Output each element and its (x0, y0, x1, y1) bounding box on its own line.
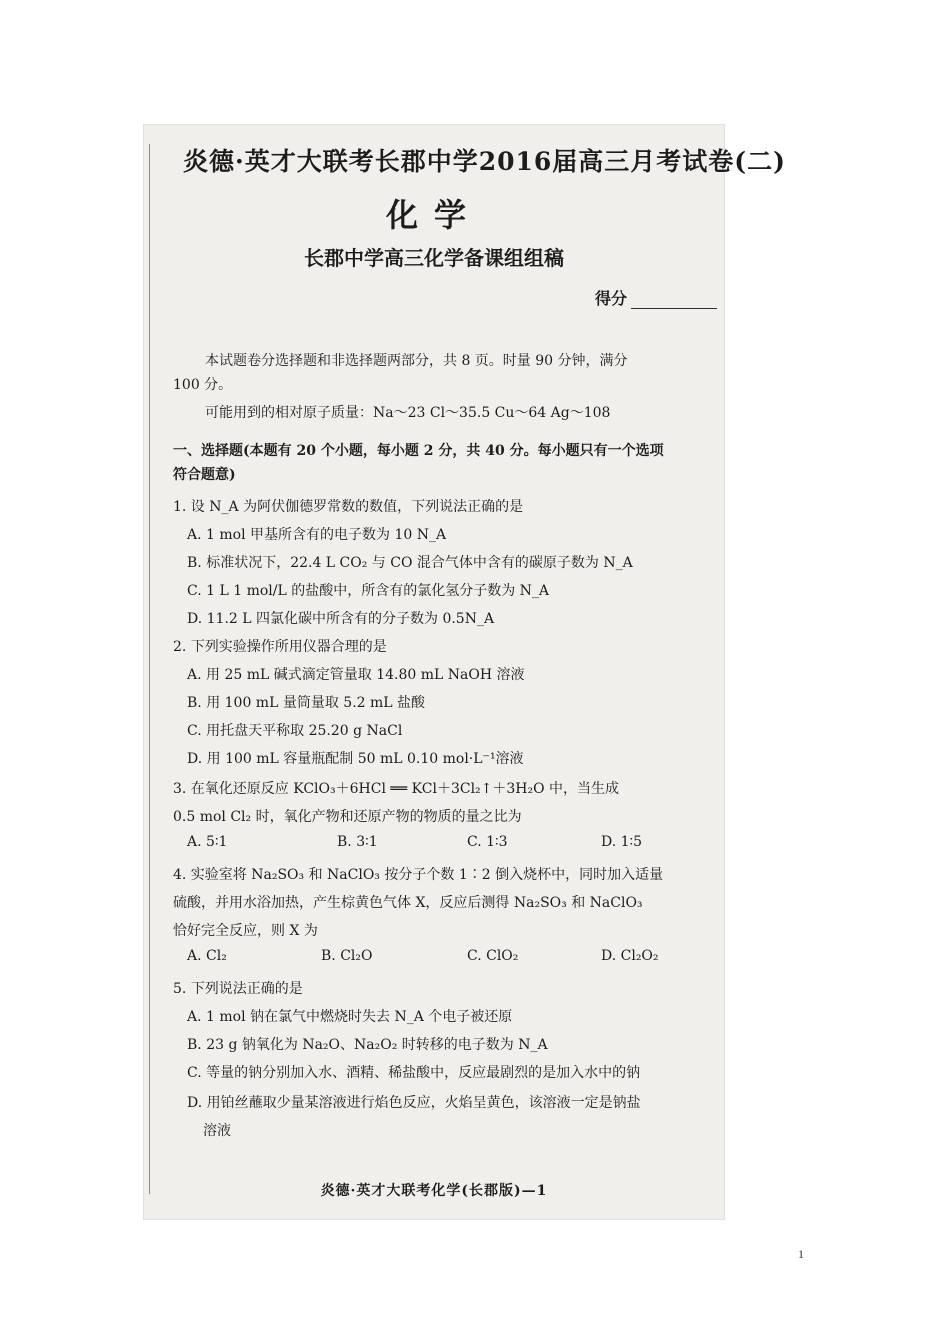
question-option: D. 11.2 L 四氯化碳中所含有的分子数为 0.5N_A (187, 611, 495, 627)
question-option-continued: 溶液 (203, 1123, 231, 1139)
section-heading: 符合题意) (173, 467, 236, 483)
page-footer: 炎德·英才大联考化学(长郡版)—1 (320, 1183, 548, 1199)
question-option: B. 标准状况下，22.4 L CO₂ 与 CO 混合气体中含有的碳原子数为 N_A (187, 555, 633, 571)
section-heading: 一、选择题(本题有 20 个小题，每小题 2 分，共 40 分。每小题只有一个选项 (173, 443, 664, 459)
question-stem: 0.5 mol Cl₂ 时，氧化产物和还原产物的物质的量之比为 (173, 809, 522, 825)
question-stem: 4. 实验室将 Na₂SO₃ 和 NaClO₃ 按分子个数 1∶2 倒入烧杯中，同时加入适量 (173, 867, 664, 883)
score-label: 得分 (595, 289, 628, 308)
question-stem: 5. 下列说法正确的是 (173, 981, 303, 997)
intro-line: 100 分。 (173, 377, 233, 393)
question-stem: 1. 设 N_A 为阿伏伽德罗常数的数值，下列说法正确的是 (173, 499, 524, 515)
question-option: D. Cl₂O₂ (601, 948, 659, 964)
question-stem: 硫酸，并用水浴加热，产生棕黄色气体 X，反应后测得 Na₂SO₃ 和 NaClO₃ (173, 895, 643, 911)
question-stem: 3. 在氧化还原反应 KClO₃＋6HCl ══ KCl＋3Cl₂↑＋3H₂O 中，当生成 (173, 781, 620, 797)
question-stem: 2. 下列实验操作所用仪器合理的是 (173, 639, 387, 655)
author-group: 长郡中学高三化学备课组组稿 (304, 246, 564, 270)
question-option: B. 3∶1 (337, 834, 378, 850)
question-option: C. 用托盘天平称取 25.20 g NaCl (187, 723, 403, 739)
score-blank (631, 308, 717, 309)
scanned-exam-page (143, 124, 786, 1220)
question-option: A. 1 mol 甲基所含有的电子数为 10 N_A (187, 527, 447, 543)
page-number: 1 (798, 1247, 804, 1261)
question-option: A. 用 25 mL 碱式滴定管量取 14.80 mL NaOH 溶液 (187, 667, 525, 683)
question-option: B. 23 g 钠氧化为 Na₂O、Na₂O₂ 时转移的电子数为 N_A (187, 1037, 548, 1053)
question-option: D. 用铂丝蘸取少量某溶液进行焰色反应，火焰呈黄色，该溶液一定是钠盐 (187, 1095, 641, 1111)
atomic-masses: 可能用到的相对原子质量：Na～23 Cl～35.5 Cu～64 Ag～108 (205, 405, 611, 421)
binding-line (149, 144, 150, 1194)
exam-title: 炎德·英才大联考长郡中学2016届高三月考试卷(二) (183, 147, 786, 176)
question-option: C. 1∶3 (467, 834, 508, 850)
question-stem: 恰好完全反应，则 X 为 (173, 923, 318, 939)
question-option: C. ClO₂ (467, 948, 519, 964)
question-option: A. Cl₂ (187, 948, 227, 964)
question-option: A. 1 mol 钠在氯气中燃烧时失去 N_A 个电子被还原 (187, 1009, 513, 1025)
subject-title: 化学 (385, 196, 482, 234)
question-option: B. 用 100 mL 量筒量取 5.2 mL 盐酸 (187, 695, 426, 711)
question-option: D. 用 100 mL 容量瓶配制 50 mL 0.10 mol·L⁻¹溶液 (187, 751, 524, 767)
question-option: C. 1 L 1 mol/L 的盐酸中，所含有的氯化氢分子数为 N_A (187, 583, 550, 599)
question-option: C. 等量的钠分别加入水、酒精、稀盐酸中，反应最剧烈的是加入水中的钠 (187, 1065, 641, 1081)
question-option: D. 1∶5 (601, 834, 643, 850)
intro-line: 本试题卷分选择题和非选择题两部分，共 8 页。时量 90 分钟，满分 (205, 353, 628, 369)
question-option: B. Cl₂O (321, 948, 373, 964)
question-option: A. 5∶1 (187, 834, 228, 850)
